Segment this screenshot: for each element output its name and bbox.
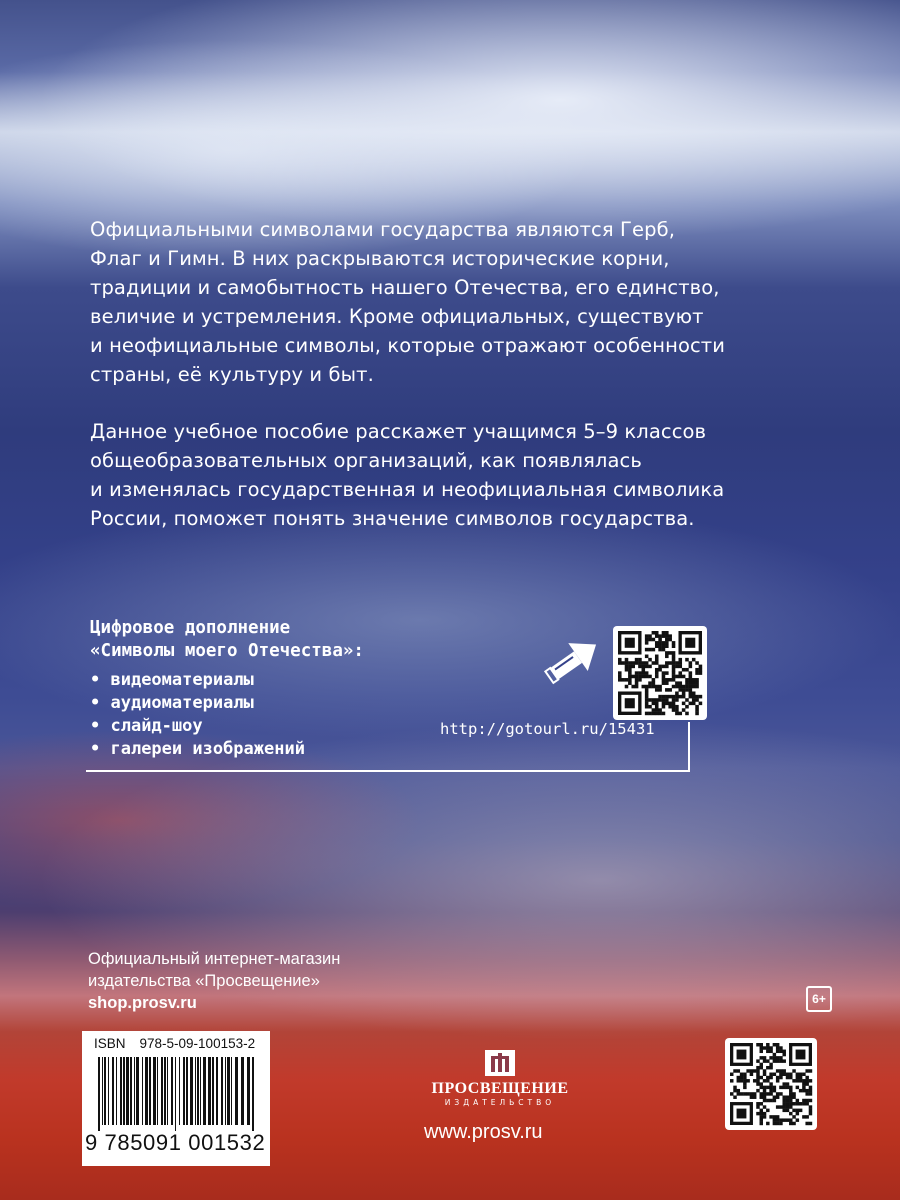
- isbn-line: [94, 1036, 255, 1051]
- publisher-logo: [415, 1048, 585, 1107]
- publisher-logo-icon: [483, 1048, 517, 1078]
- description-paragraph: [90, 417, 780, 533]
- shop-info: [88, 948, 340, 1014]
- isbn-barcode-box: [82, 1031, 270, 1166]
- intro-line: Флаг и Гимн. В них раскрываются исторические корни,: [90, 247, 670, 270]
- isbn-number: 978-5-09-100153-2: [139, 1036, 256, 1051]
- frame-divider-horizontal: [86, 770, 690, 772]
- qr-code-small-icon[interactable]: [725, 1038, 817, 1130]
- list-item: • слайд-шоу: [90, 715, 305, 738]
- list-item: • аудиоматериалы: [90, 692, 305, 715]
- intro-paragraph: [90, 215, 780, 389]
- intro-line: Официальными символами государства являются Герб,: [90, 218, 675, 241]
- list-item: • галереи изображений: [90, 738, 305, 761]
- description-line: России, поможет понять значение символов государства.: [90, 507, 695, 530]
- ean-number: 9 785091 001532: [85, 1130, 266, 1155]
- shop-url-link[interactable]: shop.prosv.ru: [88, 994, 197, 1012]
- qr-code-icon[interactable]: [613, 626, 707, 720]
- digital-heading-line: Цифровое дополнение: [90, 618, 291, 638]
- description-line: и изменялась государственная и неофициальная символика: [90, 478, 725, 501]
- publisher-name: ПРОСВЕЩЕНИЕ: [431, 1080, 569, 1097]
- digital-heading-line: «Символы моего Отечества»:: [90, 641, 364, 661]
- digital-supplement-heading: [90, 617, 364, 663]
- description-line: Данное учебное пособие расскажет учащимся 5–9 классов: [90, 420, 707, 443]
- arrow-pointer-icon: [540, 628, 610, 688]
- frame-divider-vertical: [688, 722, 690, 772]
- intro-line: традиции и самобытность нашего Отечества, его единство,: [90, 276, 720, 299]
- description-line: общеобразовательных организаций, как появлялась: [90, 449, 642, 472]
- digital-url-link[interactable]: http://gotourl.ru/15431: [440, 720, 655, 738]
- intro-line: величие и устремления. Кроме официальных, существуют: [90, 305, 704, 328]
- publisher-url-link[interactable]: www.prosv.ru: [424, 1121, 543, 1143]
- shop-line: издательства «Просвещение»: [88, 972, 320, 990]
- intro-line: страны, её культуру и быт.: [90, 363, 374, 386]
- barcode-icon: [96, 1057, 256, 1131]
- shop-line: Официальный интернет-магазин: [88, 950, 341, 968]
- digital-supplement-list: [90, 669, 305, 761]
- isbn-label: ISBN: [94, 1036, 126, 1051]
- age-rating-badge: 6+: [806, 986, 832, 1012]
- publisher-subtitle: ИЗДАТЕЛЬСТВО: [444, 1098, 556, 1107]
- list-item: • видеоматериалы: [90, 669, 305, 692]
- intro-line: и неофициальные символы, которые отражают особенности: [90, 334, 726, 357]
